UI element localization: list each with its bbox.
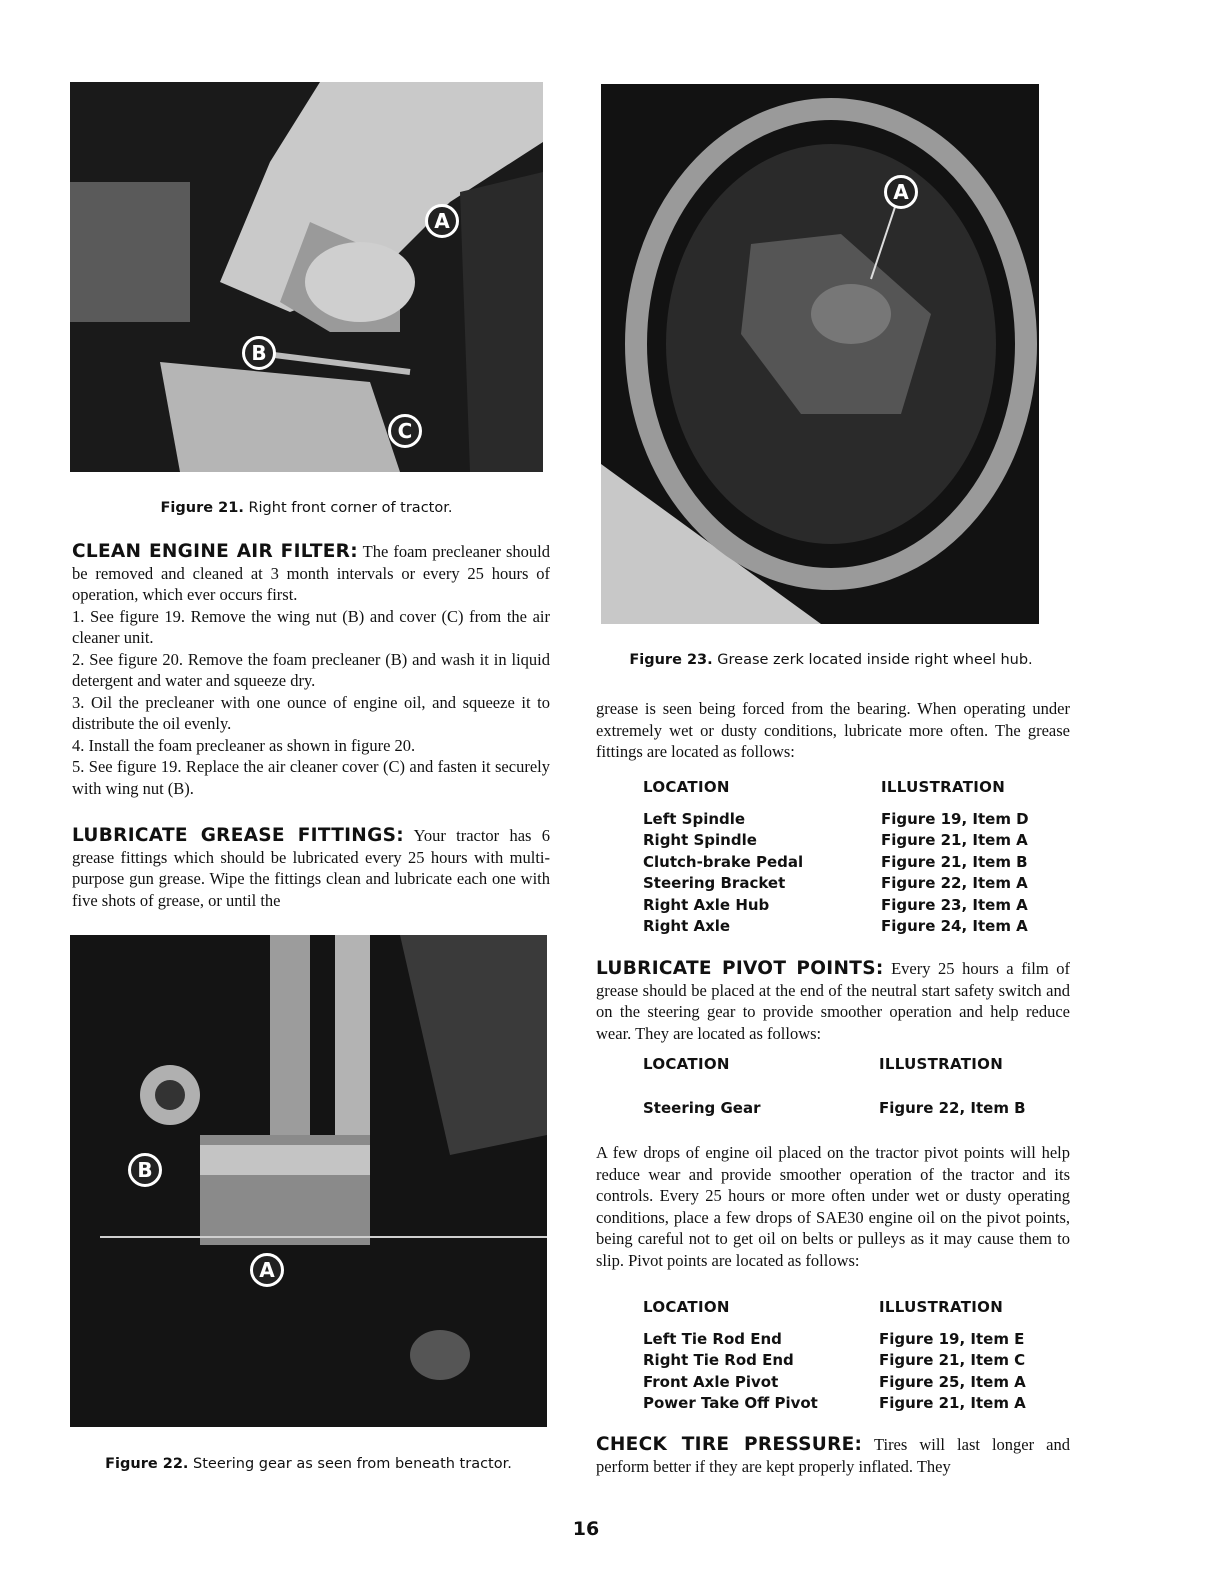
figure-22-caption: [70, 1456, 547, 1472]
grease-text-right: grease is seen being forced from the bearing. When operating under extremely wet or dusty conditions, lubricate more often. The grease fittings are located as follows:: [596, 699, 1070, 761]
air-filter-intro: [72, 541, 550, 606]
illustration-cell: Figure 19, Item E: [879, 1329, 1025, 1348]
figure-22-caption-label: Figure 22.: [105, 1456, 189, 1472]
location-cell: Right Spindle: [643, 831, 757, 850]
air-filter-step-4: 4. Install the foam precleaner as shown in figure 20.: [72, 735, 416, 755]
figure-21-caption-label: Figure 21.: [160, 500, 244, 516]
air-filter-heading: CLEAN ENGINE AIR FILTER:: [72, 541, 358, 562]
table-row: [643, 1350, 1026, 1372]
figure-22-callout-b: B: [128, 1153, 162, 1187]
pivot-text: Every 25 hours a film of grease should be placed at the end of the neutral start safety switch and on the steering gear to provide smoother operation and help reduce wear. They are located as follows:: [596, 959, 1070, 1043]
figure-21-callout-c: C: [388, 414, 422, 448]
pivot-section-2: [596, 1142, 1070, 1271]
table-row: [643, 894, 1029, 916]
pivot-table-1: [643, 1055, 1026, 1119]
location-cell: Left Spindle: [643, 809, 746, 828]
figure-23-caption: [601, 652, 1061, 668]
figure-21-callout-b: B: [242, 336, 276, 370]
table-row: [643, 851, 1029, 873]
table-row: [643, 916, 1029, 938]
grease-section-right: [596, 698, 1070, 763]
figure-22-photo: [70, 935, 547, 1427]
illustration-cell: Figure 25, Item A: [879, 1372, 1026, 1391]
figure-23-photo: [601, 84, 1039, 624]
table-row: [643, 1393, 1026, 1415]
figure-23-caption-label: Figure 23.: [629, 652, 713, 668]
page-number: 16: [572, 1518, 600, 1540]
table-header-row: [643, 1055, 1026, 1097]
table-row: [643, 1328, 1026, 1350]
table-row: [643, 808, 1029, 830]
illustration-cell: Figure 21, Item A: [881, 831, 1028, 850]
table-row: [643, 830, 1029, 852]
location-cell: Front Axle Pivot: [643, 1372, 779, 1391]
location-cell: Clutch-brake Pedal: [643, 852, 804, 871]
grease-fittings-table: [643, 778, 1029, 937]
grease-heading: LUBRICATE GREASE FITTINGS:: [72, 825, 404, 846]
location-cell: Right Axle: [643, 917, 731, 936]
figure-23-caption-text: Grease zerk located inside right wheel hub.: [717, 652, 1033, 668]
table-header-row: [643, 778, 1029, 808]
grease-text-left: Your tractor has 6 grease fittings which should be lubricated every 25 hours with multi-purpose gun grease. Wipe the fittings clean and lubricate each one with five shots of grease, or until the: [72, 826, 550, 910]
pivot-text-2: A few drops of engine oil placed on the tractor pivot points will help reduce wear and provide smoother operation of the tractor and its controls. Every 25 hours or more often under wet or dusty operating conditions, place a few drops of SAE30 engine oil on the pivot points, being careful not to get oil on belts or pulleys as it may cause them to slip. Pivot points are located as follows:: [596, 1143, 1070, 1270]
figure-21-illustration: [70, 82, 543, 472]
figure-22-caption-text: Steering gear as seen from beneath tractor.: [193, 1456, 512, 1472]
location-cell: Right Axle Hub: [643, 895, 770, 914]
pivot-section: [596, 958, 1070, 1044]
air-filter-intro-text: The foam precleaner should be removed and cleaned at 3 month intervals or every 25 hours of operation, which ever occurs first.: [72, 542, 550, 604]
tire-text: Tires will last longer and perform better if they are kept properly inflated. They: [596, 1435, 1070, 1476]
figure-21-callout-a: A: [425, 204, 459, 238]
col-illustration: ILLUSTRATION: [881, 778, 1006, 796]
figure-21-caption: [70, 500, 543, 516]
table-row: [643, 873, 1029, 895]
illustration-cell: Figure 21, Item C: [879, 1351, 1026, 1370]
air-filter-step-1: 1. See figure 19. Remove the wing nut (B) and cover (C) from the air cleaner unit.: [72, 606, 550, 647]
pivot-table-2: [643, 1298, 1026, 1414]
air-filter-step-3: 3. Oil the precleaner with one ounce of engine oil, and squeeze it to distribute the oil evenly.: [72, 692, 550, 733]
table-row: [643, 1371, 1026, 1393]
illustration-cell: Figure 23, Item A: [881, 895, 1028, 914]
figure-21-caption-text: Right front corner of tractor.: [248, 500, 453, 516]
table-header-row: [643, 1298, 1026, 1328]
location-cell: Power Take Off Pivot: [643, 1394, 818, 1413]
figure-23-callout-a: A: [884, 175, 918, 209]
col-illustration: ILLUSTRATION: [879, 1298, 1004, 1316]
air-filter-section: [72, 541, 550, 799]
pivot-heading: LUBRICATE PIVOT POINTS:: [596, 958, 884, 979]
illustration-cell: Figure 21, Item A: [879, 1394, 1026, 1413]
illustration-cell: Figure 21, Item B: [881, 852, 1028, 871]
location-cell: Steering Gear: [643, 1098, 761, 1117]
col-location: LOCATION: [643, 778, 730, 796]
col-location: LOCATION: [643, 1298, 730, 1316]
location-cell: Steering Bracket: [643, 874, 786, 893]
figure-22-callout-a: A: [250, 1253, 284, 1287]
grease-section-left: [72, 825, 550, 911]
illustration-cell: Figure 22, Item A: [881, 874, 1028, 893]
location-cell: Right Tie Rod End: [643, 1351, 794, 1370]
illustration-cell: Figure 22, Item B: [879, 1098, 1026, 1117]
illustration-cell: Figure 19, Item D: [881, 809, 1029, 828]
air-filter-step-5: 5. See figure 19. Replace the air cleaner cover (C) and fasten it securely with wing nut (B).: [72, 757, 550, 798]
location-cell: Left Tie Rod End: [643, 1329, 782, 1348]
figure-21-photo: [70, 82, 543, 472]
tire-section: [596, 1434, 1070, 1477]
illustration-cell: Figure 24, Item A: [881, 917, 1028, 936]
col-location: LOCATION: [643, 1055, 730, 1073]
figure-23-illustration: [601, 84, 1039, 624]
col-illustration: ILLUSTRATION: [879, 1055, 1004, 1073]
table-row: [643, 1097, 1026, 1119]
tire-heading: CHECK TIRE PRESSURE:: [596, 1434, 863, 1455]
air-filter-step-2: 2. See figure 20. Remove the foam precleaner (B) and wash it in liquid detergent and water and squeeze dry.: [72, 649, 550, 690]
